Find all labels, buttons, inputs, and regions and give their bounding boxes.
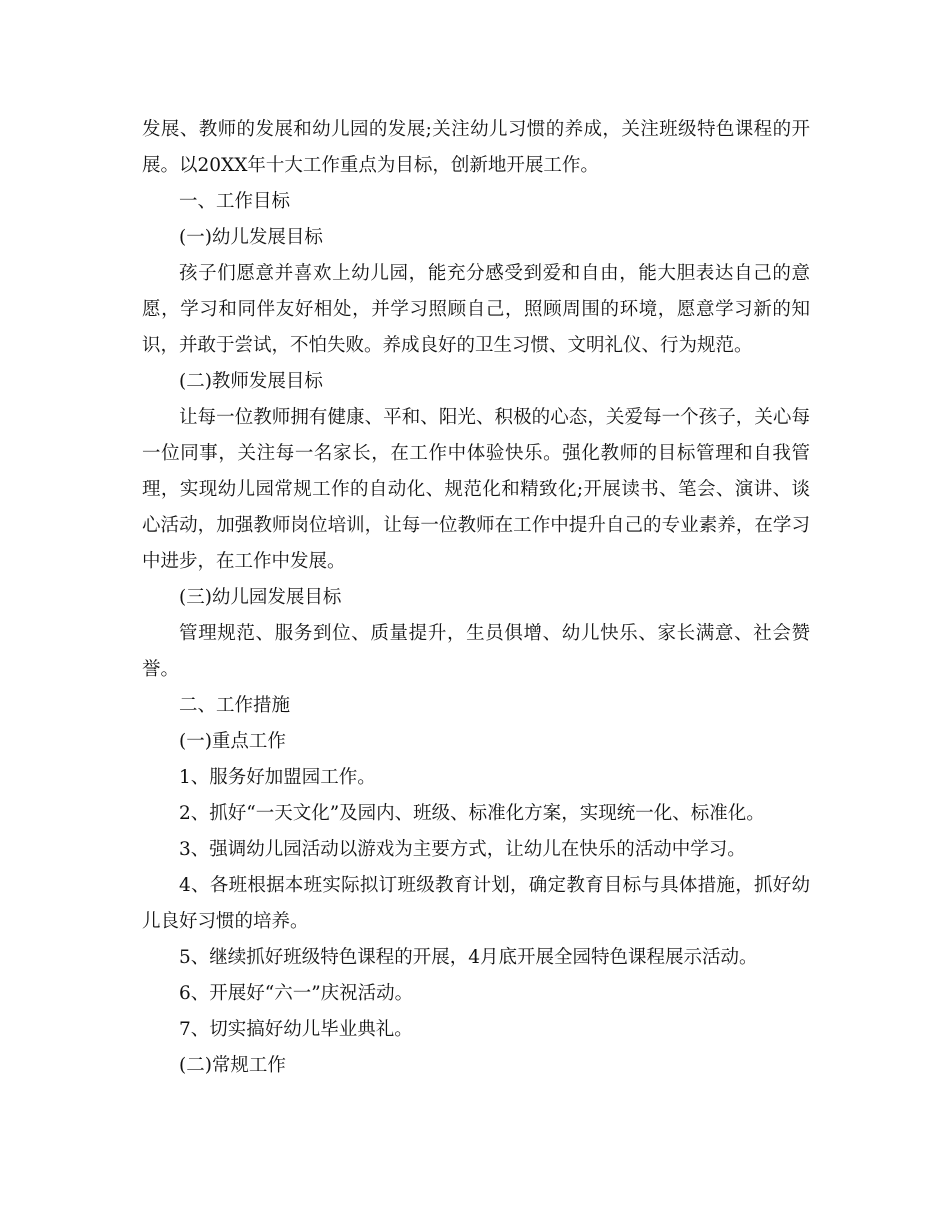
list-item: 5、继续抓好班级特色课程的开展，4月底开展全园特色课程展示活动。 [179,947,758,968]
list-item: 3、强调幼儿园活动以游戏为主要方式，让幼儿在快乐的活动中学习。 [179,839,746,860]
list-item: 6、开展好“六一”庆祝活动。 [179,983,414,1004]
list-item: 2、抓好“一天文化”及园内、班级、标准化方案，实现统一化、标准化。 [179,803,765,824]
list-item: 7、切实搞好幼儿毕业典礼。 [179,1019,413,1040]
subsection-heading: (二)教师发展目标 [179,371,323,392]
section-heading: 一、工作目标 [179,191,291,212]
section-heading: 二、工作措施 [179,695,291,716]
subsection-heading: (三)幼儿园发展目标 [179,587,342,608]
paragraph: 管理规范、服务到位、质量提升，生员俱增、幼儿快乐、家长满意、社会赞誉。 [142,623,810,680]
paragraph: 孩子们愿意并喜欢上幼儿园，能充分感受到爱和自由，能大胆表达自己的意愿，学习和同伴友好相处，并学习照顾自己，照顾周围的环境，愿意学习新的知识，并敢于尝试，不怕失败。养成良好的卫生习惯、文明礼仪、行为规范。 [142,263,810,356]
subsection-heading: (二)常规工作 [179,1055,286,1076]
paragraph: 发展、教师的发展和幼儿园的发展;关注幼儿习惯的养成，关注班级特色课程的开展。以20XX年十大工作重点为目标，创新地开展工作。 [142,119,810,176]
document-body [142,112,810,1084]
list-item: 1、服务好加盟园工作。 [179,767,376,788]
subsection-heading: (一)重点工作 [179,731,286,752]
subsection-heading: (一)幼儿发展目标 [179,227,323,248]
paragraph: 让每一位教师拥有健康、平和、阳光、积极的心态，关爱每一个孩子，关心每一位同事，关注每一名家长，在工作中体验快乐。强化教师的目标管理和自我管理，实现幼儿园常规工作的自动化、规范化和精致化;开展读书、笔会、演讲、谈心活动，加强教师岗位培训，让每一位教师在工作中提升自己的专业素养，在学习中进步，在工作中发展。 [142,407,810,572]
list-item: 4、各班根据本班实际拟订班级教育计划，确定教育目标与具体措施，抓好幼儿良好习惯的培养。 [142,875,810,932]
